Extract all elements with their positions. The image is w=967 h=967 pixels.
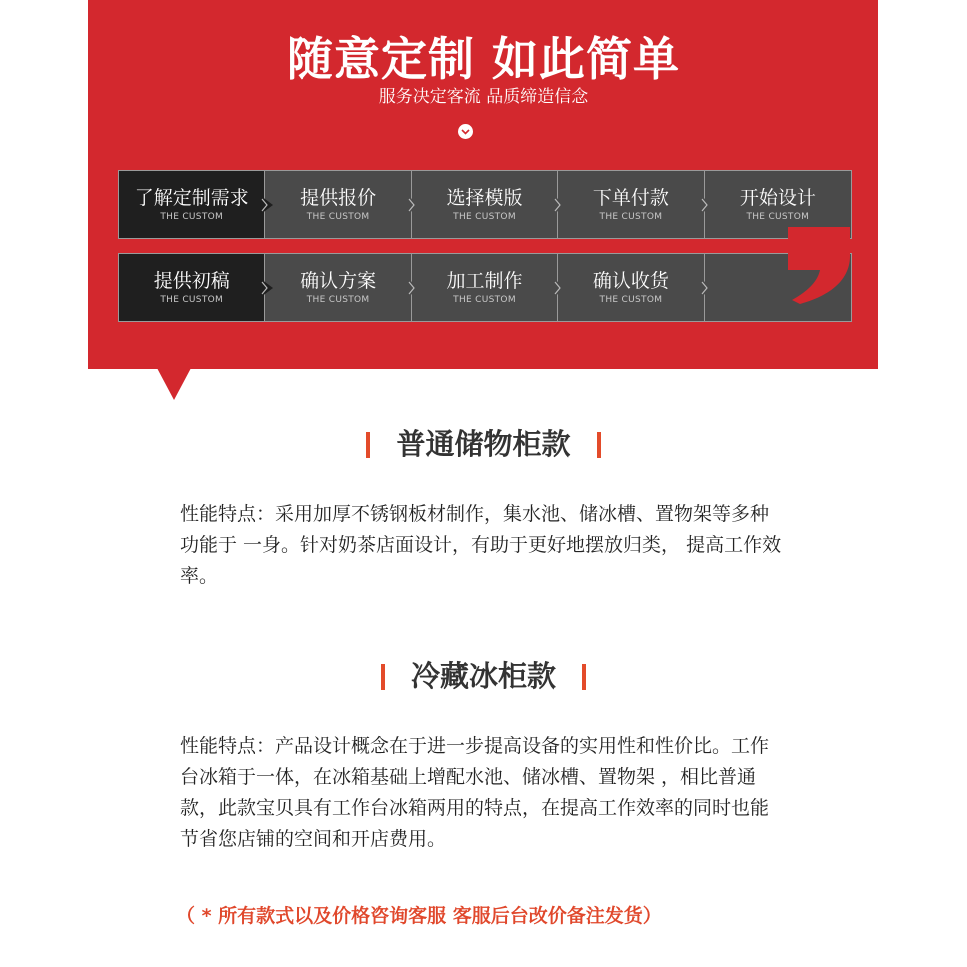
step-sub: THE CUSTOM bbox=[453, 295, 516, 305]
section-title-storage-cabinet bbox=[0, 426, 967, 462]
description-line: 性能特点：产品设计概念在于进一步提高设备的实用性和性价比。工作 bbox=[180, 735, 770, 757]
process-steps-row-1 bbox=[118, 170, 852, 239]
step-order-pay[interactable] bbox=[558, 171, 704, 238]
step-confirm-plan[interactable] bbox=[265, 254, 411, 321]
title-bar-left bbox=[381, 664, 385, 690]
step-understand-needs[interactable] bbox=[119, 171, 265, 238]
title-bar-right bbox=[582, 664, 586, 690]
step-sub: THE CUSTOM bbox=[160, 295, 224, 305]
step-choose-template[interactable] bbox=[412, 171, 558, 238]
section-title-text: 冷藏冰柜款 bbox=[410, 659, 556, 693]
description-line: 功能于 一身。针对奶茶店面设计，有助于更好地摆放归类， 提高工作效 bbox=[180, 534, 782, 556]
step-sub: THE CUSTOM bbox=[599, 212, 663, 222]
step-label: 提供报价 bbox=[300, 187, 377, 209]
step-label: 加工制作 bbox=[446, 270, 523, 292]
description-line: 性能特点：采用加厚不锈钢板材制作，集水池、储冰槽、置物架等多种 bbox=[180, 503, 770, 525]
description-line: 款，此款宝贝具有工作台冰箱两用的特点，在提高工作效率的同时也能 bbox=[180, 797, 770, 819]
description-line: 率。 bbox=[180, 565, 219, 587]
chevron-down-icon[interactable] bbox=[458, 124, 473, 139]
section-title-refrigerated-freezer bbox=[0, 658, 967, 694]
step-label: 开始设计 bbox=[739, 187, 816, 209]
chevron-right-icon bbox=[408, 279, 420, 297]
title-bar-left bbox=[366, 432, 370, 458]
chevron-right-icon bbox=[261, 279, 273, 297]
step-sub: THE CUSTOM bbox=[306, 295, 370, 305]
step-manufacture[interactable] bbox=[412, 254, 558, 321]
banner-subtitle: 服务决定客流 品质缔造信念 bbox=[378, 87, 589, 107]
step-label: 确认方案 bbox=[300, 270, 377, 292]
process-steps-row-2 bbox=[118, 253, 852, 322]
step-confirm-receipt[interactable] bbox=[558, 254, 704, 321]
step-sub: THE CUSTOM bbox=[746, 212, 810, 222]
section-description-refrigerated-freezer bbox=[180, 731, 820, 855]
step-sub: THE CUSTOM bbox=[306, 212, 370, 222]
step-label: 选择模版 bbox=[446, 187, 523, 209]
description-line: 台冰箱于一体，在冰箱基础上增配水池、储冰槽、置物架 ，相比普通 bbox=[180, 766, 757, 788]
step-label: 提供初稿 bbox=[153, 270, 230, 292]
step-label: 了解定制需求 bbox=[134, 187, 249, 209]
comma-quote-icon bbox=[784, 224, 852, 306]
customer-service-note: （ * 所有款式以及价格咨询客服 客服后台改价备注发货） bbox=[176, 905, 662, 927]
section-title-text: 普通储物柜款 bbox=[396, 427, 571, 461]
chevron-right-icon bbox=[554, 196, 566, 214]
chevron-right-icon bbox=[261, 196, 273, 214]
chevron-right-icon bbox=[554, 279, 566, 297]
step-sub: THE CUSTOM bbox=[599, 295, 663, 305]
step-quote[interactable] bbox=[265, 171, 411, 238]
description-line: 节省您店铺的空间和开店费用。 bbox=[180, 828, 447, 850]
step-sub: THE CUSTOM bbox=[453, 212, 516, 222]
chevron-right-icon bbox=[701, 196, 713, 214]
banner-pointer bbox=[157, 368, 191, 400]
step-sub: THE CUSTOM bbox=[160, 212, 224, 222]
chevron-right-icon bbox=[701, 279, 713, 297]
section-description-storage-cabinet bbox=[180, 499, 820, 592]
step-label: 下单付款 bbox=[592, 187, 669, 209]
banner-title: 随意定制 如此简单 bbox=[286, 32, 680, 86]
chevron-right-icon bbox=[408, 196, 420, 214]
step-label: 确认收货 bbox=[592, 270, 669, 292]
step-first-draft[interactable] bbox=[119, 254, 265, 321]
title-bar-right bbox=[597, 432, 601, 458]
